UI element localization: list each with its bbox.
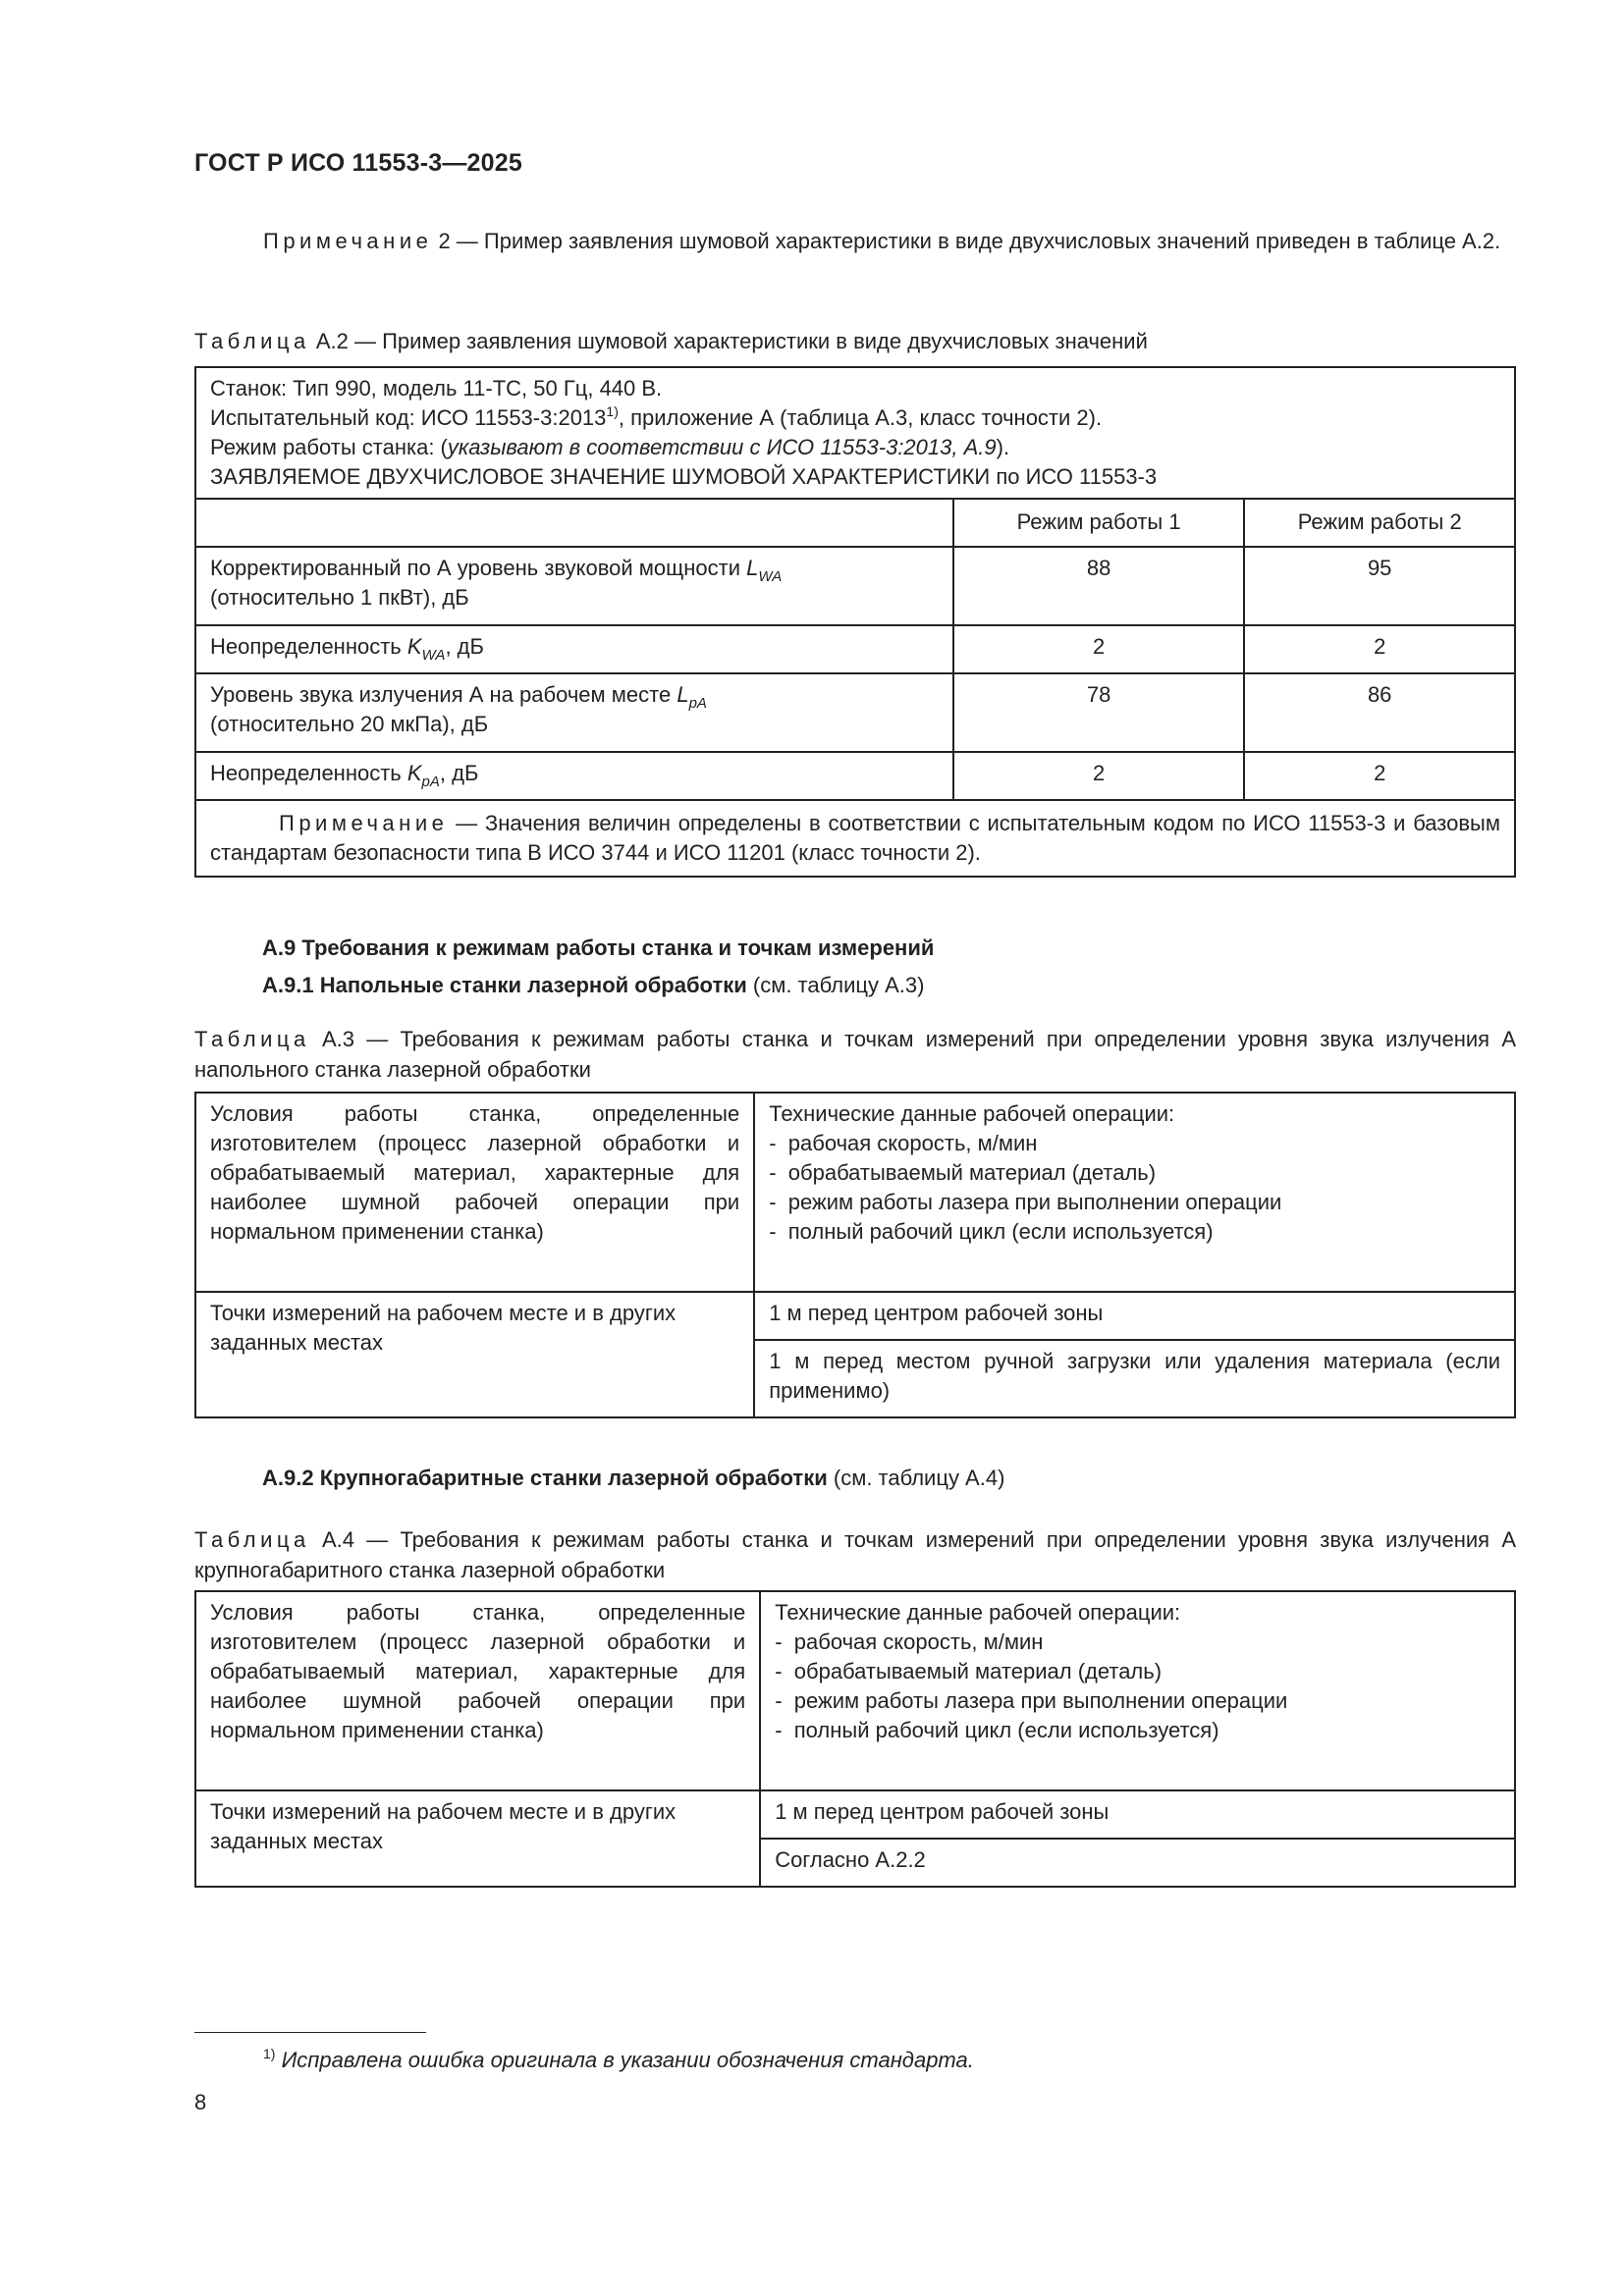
tech-item: - обрабатываемый материал (деталь) xyxy=(775,1657,1500,1686)
tech-item: - режим работы лазера при выполнении операции xyxy=(775,1686,1500,1716)
tech-data-cell xyxy=(754,1093,1515,1292)
measurement-point: Согласно А.2.2 xyxy=(760,1839,1515,1887)
conditions-label: Условия работы станка, определенные изготовителем (процесс лазерной обработки и обрабатываемый материал, характерные для наиболее шумной рабочей операции при нормальном применении станка) xyxy=(195,1093,754,1292)
measurement-point: 1 м перед местом ручной загрузки или удаления материала (если применимо) xyxy=(754,1340,1515,1417)
note-2 xyxy=(194,226,1516,256)
header-empty xyxy=(195,499,953,547)
row-label: Уровень звука излучения А на рабочем месте $L_{pA}$ (относительно 20 мкПа), дБ xyxy=(195,673,953,752)
table-a2-header-row xyxy=(195,499,1515,547)
section-a91-heading xyxy=(262,970,924,1000)
table-a2 xyxy=(194,366,1516,878)
section-a92-title: А.9.2 Крупногабаритные станки лазерной обработки xyxy=(262,1466,828,1490)
table-a4 xyxy=(194,1590,1516,1888)
caption-label: Таблица xyxy=(194,329,310,353)
table-a3-caption: Таблица А.3 — Требования к режимам работы станка и точкам измерений при определении уровня звука излучения А напольного станка лазерной обработки xyxy=(194,1027,1516,1082)
tech-item: - полный рабочий цикл (если используется) xyxy=(775,1716,1500,1745)
page-number: 8 xyxy=(194,2090,207,2114)
tech-item: - обрабатываемый материал (деталь) xyxy=(769,1158,1500,1188)
tech-item: - режим работы лазера при выполнении операции xyxy=(769,1188,1500,1217)
footnote-mark: 1) xyxy=(263,2046,276,2061)
tech-title: Технические данные рабочей операции: xyxy=(775,1600,1181,1625)
tech-title: Технические данные рабочей операции: xyxy=(769,1101,1175,1126)
conditions-label: Условия работы станка, определенные изготовителем (процесс лазерной обработки и обрабатываемый материал, характерные для наиболее шумной рабочей операции при нормальном применении станка) xyxy=(195,1591,760,1790)
tech-item: - рабочая скорость, м/мин xyxy=(769,1129,1500,1158)
table-note: Примечание — Значения величин определены в соответствии с испытательным кодом по ИСО 11553-3 и базовым стандартам безопасности типа В ИСО 3744 и ИСО 11201 (класс точности 2). xyxy=(195,800,1515,877)
value-mode-1: 78 xyxy=(953,673,1245,752)
info-machine: Станок: Тип 990, модель 11-ТС, 50 Гц, 440 В. xyxy=(210,376,663,400)
points-label: Точки измерений на рабочем месте и в других заданных местах xyxy=(195,1790,760,1887)
note-label: Примечание xyxy=(263,229,433,253)
points-label: Точки измерений на рабочем месте и в других заданных местах xyxy=(195,1292,754,1417)
measurement-point: 1 м перед центром рабочей зоны xyxy=(760,1790,1515,1839)
table-row xyxy=(195,1591,1515,1790)
table-row xyxy=(195,752,1515,800)
caption-text: А.2 — Пример заявления шумовой характеристики в виде двухчисловых значений xyxy=(309,329,1148,353)
value-mode-2: 95 xyxy=(1244,547,1515,625)
value-mode-2: 2 xyxy=(1244,752,1515,800)
table-row xyxy=(195,625,1515,673)
value-mode-1: 2 xyxy=(953,625,1245,673)
info-mode: Режим работы станка: (указывают в соответствии с ИСО 11553-3:2013, А.9). xyxy=(210,435,1010,459)
table-a4-caption: Таблица А.4 — Требования к режимам работы станка и точкам измерений при определении уровня звука излучения А крупногабаритного станка лазерной обработки xyxy=(194,1527,1516,1582)
table-row xyxy=(195,1790,1515,1839)
table-a3 xyxy=(194,1092,1516,1418)
table-row xyxy=(195,673,1515,752)
row-label: Неопределенность $K_{WA}$, дБ xyxy=(195,625,953,673)
section-a92-heading xyxy=(262,1463,1004,1493)
section-a91-title: А.9.1 Напольные станки лазерной обработки xyxy=(262,973,747,997)
footnote-divider xyxy=(194,2032,426,2033)
table-a2-info-row xyxy=(195,367,1515,499)
value-mode-1: 88 xyxy=(953,547,1245,625)
section-a9-title: А.9 Требования к режимам работы станка и точкам измерений xyxy=(262,935,935,960)
document-header: ГОСТ Р ИСО 11553-3—2025 xyxy=(194,149,522,177)
tech-item: - рабочая скорость, м/мин xyxy=(775,1628,1500,1657)
tech-item: - полный рабочий цикл (если используется) xyxy=(769,1217,1500,1247)
value-mode-1: 2 xyxy=(953,752,1245,800)
footnote xyxy=(263,2045,974,2075)
value-mode-2: 2 xyxy=(1244,625,1515,673)
table-row xyxy=(195,1292,1515,1340)
info-declared: ЗАЯВЛЯЕМОЕ ДВУХЧИСЛОВОЕ ЗНАЧЕНИЕ ШУМОВОЙ ХАРАКТЕРИСТИКИ по ИСО 11553-3 xyxy=(210,464,1158,489)
value-mode-2: 86 xyxy=(1244,673,1515,752)
section-a92-ref: (см. таблицу А.4) xyxy=(827,1466,1005,1490)
row-label: Неопределенность $K_{pA}$, дБ xyxy=(195,752,953,800)
row-label: Корректированный по А уровень звуковой мощности $L_{WA}$ (относительно 1 пкВт), дБ xyxy=(195,547,953,625)
measurement-point: 1 м перед центром рабочей зоны xyxy=(754,1292,1515,1340)
table-a2-caption xyxy=(194,326,1516,356)
header-mode-2: Режим работы 2 xyxy=(1244,499,1515,547)
footnote-text: Исправлена ошибка оригинала в указании обозначения стандарта. xyxy=(275,2048,974,2072)
table-row xyxy=(195,547,1515,625)
info-test-code: Испытательный код: ИСО 11553-3:2013$^{1)}$, приложение А (таблица А.3, класс точности 2). xyxy=(210,403,1103,430)
header-mode-1: Режим работы 1 xyxy=(953,499,1245,547)
section-a91-ref: (см. таблицу А.3) xyxy=(746,973,925,997)
note-text: 2 — Пример заявления шумовой характеристики в виде двухчисловых значений приведен в таблице А.2. xyxy=(432,229,1501,253)
tech-data-cell xyxy=(760,1591,1515,1790)
table-a2-note-row xyxy=(195,800,1515,877)
table-row xyxy=(195,1093,1515,1292)
